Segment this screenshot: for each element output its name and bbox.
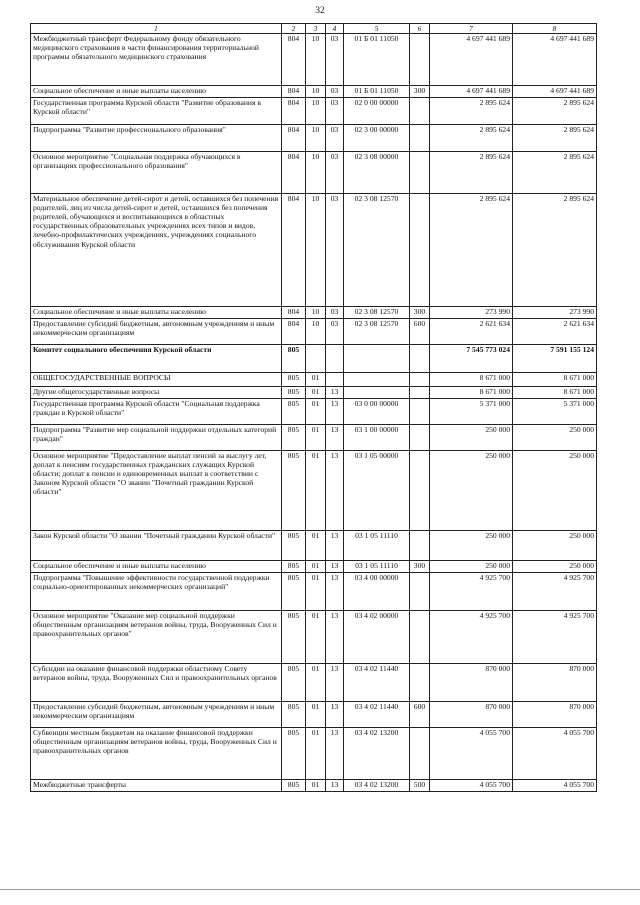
row-section-code: 10 [306,194,326,307]
row-ministry-code: 804 [282,86,306,98]
row-subsection-code: 03 [326,98,344,125]
row-amount-year2: 250 000 [513,531,597,561]
row-target-article: 02 0 00 00000 [344,98,410,125]
row-amount-year1: 5 371 000 [430,399,513,425]
row-ministry-code: 805 [282,611,306,664]
row-section-code: 01 [306,664,326,702]
table-row [31,664,597,702]
row-amount-year2: 2 895 624 [513,152,597,194]
row-amount-year1: 250 000 [430,561,513,573]
row-name: Основное мероприятие "Социальная поддержка обучающихся в организациях профессионального образования" [31,152,282,194]
row-amount-year2: 8 671 000 [513,387,597,399]
table-row [31,387,597,399]
row-ministry-code: 804 [282,98,306,125]
row-expense-type [410,425,430,451]
row-section-code: 10 [306,34,326,86]
row-amount-year1: 4 925 700 [430,573,513,611]
row-ministry-code: 805 [282,531,306,561]
row-amount-year1: 4 925 700 [430,611,513,664]
row-target-article: 03 4 02 11440 [344,664,410,702]
row-expense-type [410,611,430,664]
row-subsection-code: 13 [326,425,344,451]
col-header-7: 7 [430,24,513,34]
row-section-code: 01 [306,373,326,387]
row-section-code: 01 [306,531,326,561]
row-ministry-code: 804 [282,34,306,86]
row-name: Межбюджетный трансферт Федеральному фонду обязательного медицинского страхования в части финансирования территориальной программы обязательного медицинского страхования [31,34,282,86]
row-name: Государственная программа Курской области "Развитие образования в Курской области" [31,98,282,125]
column-header-row [31,24,597,34]
row-amount-year2: 4 697 441 689 [513,86,597,98]
row-subsection-code: 03 [326,152,344,194]
row-expense-type: 600 [410,319,430,345]
table-row [31,425,597,451]
col-header-1: 1 [31,24,282,34]
row-subsection-code: 13 [326,664,344,702]
row-target-article: 03 4 02 00000 [344,611,410,664]
row-ministry-code: 804 [282,125,306,152]
row-target-article: 02 3 08 12570 [344,319,410,345]
table-row [31,319,597,345]
row-subsection-code: 03 [326,319,344,345]
row-ministry-code: 805 [282,373,306,387]
row-name: Закон Курской области "О звании "Почетный гражданин Курской области" [31,531,282,561]
table-row [31,98,597,125]
row-target-article: 02 3 08 00000 [344,152,410,194]
row-ministry-code: 804 [282,194,306,307]
row-name: ОБЩЕГОСУДАРСТВЕННЫЕ ВОПРОСЫ [31,373,282,387]
row-target-article [344,387,410,399]
row-target-article: 01 Б 01 11050 [344,34,410,86]
row-ministry-code: 804 [282,319,306,345]
row-subsection-code: 03 [326,307,344,319]
row-ministry-code: 805 [282,425,306,451]
row-ministry-code: 805 [282,780,306,792]
row-amount-year2: 8 671 000 [513,373,597,387]
row-subsection-code [326,345,344,373]
row-ministry-code: 805 [282,387,306,399]
budget-table [30,23,597,792]
row-expense-type [410,345,430,373]
row-ministry-code: 805 [282,664,306,702]
row-name: Межбюджетные трансферты [31,780,282,792]
row-amount-year1: 250 000 [430,531,513,561]
row-subsection-code: 03 [326,34,344,86]
row-expense-type [410,125,430,152]
col-header-4: 4 [326,24,344,34]
row-amount-year2: 4 697 441 689 [513,34,597,86]
row-amount-year1: 2 895 624 [430,152,513,194]
row-name: Предоставление субсидий бюджетным, автономным учреждениям и иным некоммерческим организациям [31,319,282,345]
row-name: Основное мероприятие "Оказание мер социальной поддержки общественным организациям ветеранов войны, труда, Вооруженных Сил и правоохранительных органов" [31,611,282,664]
table-row [31,345,597,373]
row-amount-year2: 2 895 624 [513,194,597,307]
row-name: Социальное обеспечение и иные выплаты населению [31,307,282,319]
row-amount-year1: 4 055 700 [430,728,513,780]
row-section-code: 01 [306,451,326,531]
row-amount-year1: 7 545 773 024 [430,345,513,373]
row-subsection-code: 13 [326,611,344,664]
row-expense-type [410,373,430,387]
table-row [31,86,597,98]
table-row [31,399,597,425]
table-row [31,780,597,792]
row-amount-year2: 2 895 624 [513,125,597,152]
row-ministry-code: 804 [282,152,306,194]
row-amount-year1: 2 895 624 [430,125,513,152]
row-subsection-code: 13 [326,531,344,561]
row-amount-year2: 250 000 [513,561,597,573]
row-ministry-code: 805 [282,702,306,728]
table-row [31,34,597,86]
row-target-article: 03 4 02 11440 [344,702,410,728]
row-expense-type [410,728,430,780]
row-amount-year2: 4 055 700 [513,780,597,792]
row-section-code: 01 [306,780,326,792]
table-row [31,702,597,728]
row-amount-year1: 4 055 700 [430,780,513,792]
row-amount-year2: 4 925 700 [513,573,597,611]
col-header-6: 6 [410,24,430,34]
row-name: Подпрограмма "Развитие мер социальной поддержки отдельных категорий граждан" [31,425,282,451]
row-amount-year1: 870 000 [430,664,513,702]
row-ministry-code: 805 [282,728,306,780]
row-amount-year2: 2 621 634 [513,319,597,345]
row-name: Комитет социального обеспечения Курской области [31,345,282,373]
row-ministry-code: 805 [282,573,306,611]
row-amount-year2: 4 925 700 [513,611,597,664]
col-header-3: 3 [306,24,326,34]
row-target-article: 03 1 05 11110 [344,561,410,573]
row-subsection-code: 13 [326,387,344,399]
row-name: Подпрограмма "Повышение эффективности государственной поддержки социально-ориентированных некоммерческих организаций" [31,573,282,611]
row-subsection-code: 13 [326,399,344,425]
row-expense-type [410,573,430,611]
page-number: 32 [315,6,325,16]
row-expense-type: 300 [410,86,430,98]
table-row [31,728,597,780]
row-expense-type [410,451,430,531]
row-name: Социальное обеспечение и иные выплаты населению [31,561,282,573]
row-subsection-code: 03 [326,125,344,152]
row-section-code: 01 [306,425,326,451]
row-amount-year2: 250 000 [513,425,597,451]
row-ministry-code: 805 [282,561,306,573]
row-target-article: 02 3 08 12570 [344,194,410,307]
table-row [31,611,597,664]
row-expense-type: 500 [410,780,430,792]
row-name: Основное мероприятие "Предоставление выплат пенсий за выслугу лет, доплат к пенсиям государственных гражданских служащих Курской области; доплат к пенсии и единовременных выплат в соответствии с Законом Курской области "О звании "Почетный гражданин Курской области" [31,451,282,531]
row-subsection-code: 13 [326,561,344,573]
row-expense-type [410,152,430,194]
row-ministry-code: 805 [282,451,306,531]
row-amount-year1: 8 671 000 [430,387,513,399]
row-name: Подпрограмма "Развитие профессионального образования" [31,125,282,152]
table-row [31,194,597,307]
row-section-code: 10 [306,86,326,98]
row-section-code: 01 [306,399,326,425]
table-row [31,373,597,387]
row-expense-type [410,664,430,702]
row-name: Другие общегосударственные вопросы [31,387,282,399]
col-header-8: 8 [513,24,597,34]
row-amount-year1: 2 621 634 [430,319,513,345]
row-section-code: 01 [306,561,326,573]
row-section-code: 01 [306,573,326,611]
row-expense-type [410,531,430,561]
row-target-article: 03 4 02 13200 [344,728,410,780]
row-amount-year2: 5 371 000 [513,399,597,425]
row-amount-year1: 8 671 000 [430,373,513,387]
table-row [31,531,597,561]
table-row [31,307,597,319]
row-section-code: 10 [306,125,326,152]
row-target-article: 03 1 00 00000 [344,425,410,451]
row-section-code: 01 [306,702,326,728]
row-amount-year1: 250 000 [430,425,513,451]
col-header-2: 2 [282,24,306,34]
row-name: Предоставление субсидий бюджетным, автономным учреждениям и иным некоммерческим организациям [31,702,282,728]
row-expense-type: 600 [410,702,430,728]
row-target-article: 02 3 08 12570 [344,307,410,319]
row-target-article: 03 0 00 00000 [344,399,410,425]
row-section-code: 01 [306,728,326,780]
row-subsection-code: 03 [326,194,344,307]
row-amount-year1: 250 000 [430,451,513,531]
row-target-article [344,373,410,387]
row-expense-type [410,399,430,425]
row-ministry-code: 805 [282,399,306,425]
row-amount-year2: 273 990 [513,307,597,319]
row-section-code: 01 [306,387,326,399]
row-subsection-code [326,373,344,387]
row-name: Социальное обеспечение и иные выплаты населению [31,86,282,98]
row-subsection-code: 13 [326,780,344,792]
table-row [31,573,597,611]
row-target-article [344,345,410,373]
row-amount-year1: 4 697 441 689 [430,34,513,86]
row-amount-year2: 870 000 [513,664,597,702]
row-section-code: 10 [306,319,326,345]
row-ministry-code: 805 [282,345,306,373]
row-amount-year1: 4 697 441 689 [430,86,513,98]
row-subsection-code: 13 [326,702,344,728]
row-name: Субсидии на оказание финансовой поддержки областному Совету ветеранов войны, труда, Вооруженных Сил и правоохранительных органов [31,664,282,702]
table-row [31,125,597,152]
row-expense-type [410,194,430,307]
row-ministry-code: 804 [282,307,306,319]
table-row [31,152,597,194]
row-section-code: 10 [306,152,326,194]
row-amount-year2: 4 055 700 [513,728,597,780]
row-target-article: 02 3 00 00000 [344,125,410,152]
row-name: Государственная программа Курской области "Социальная поддержка граждан в Курской области" [31,399,282,425]
row-target-article: 03 1 05 00000 [344,451,410,531]
row-amount-year2: 870 000 [513,702,597,728]
page-bottom-edge [0,889,640,890]
row-subsection-code: 13 [326,451,344,531]
row-subsection-code: 13 [326,573,344,611]
row-amount-year2: 250 000 [513,451,597,531]
row-expense-type [410,98,430,125]
row-amount-year1: 273 990 [430,307,513,319]
row-expense-type [410,387,430,399]
row-expense-type: 300 [410,307,430,319]
row-section-code [306,345,326,373]
row-expense-type [410,34,430,86]
row-section-code: 01 [306,611,326,664]
col-header-5: 5 [344,24,410,34]
table-row [31,451,597,531]
row-expense-type: 300 [410,561,430,573]
row-name: Материальное обеспечение детей-сирот и детей, оставшихся без попечения родителей, лиц из числа детей-сирот и детей, оставшихся без попечения родителей, обучающихся и воспитывающихся в областных государственных образовательных учреждениях всех типов и видов, лечебно-профилактических учреждениях, учреждениях социального обслуживания Курской области [31,194,282,307]
row-target-article: 03 4 02 13200 [344,780,410,792]
row-subsection-code: 03 [326,86,344,98]
row-name: Субвенции местным бюджетам на оказание финансовой поддержки общественным организациям ветеранов войны, труда, Вооруженных Сил и правоохранительных органов [31,728,282,780]
row-amount-year2: 2 895 624 [513,98,597,125]
row-target-article: 03 4 00 00000 [344,573,410,611]
row-target-article: 03 1 05 11110 [344,531,410,561]
row-section-code: 10 [306,98,326,125]
row-amount-year2: 7 591 155 124 [513,345,597,373]
row-amount-year1: 2 895 624 [430,194,513,307]
table-row [31,561,597,573]
row-amount-year1: 870 000 [430,702,513,728]
row-target-article: 01 Б 01 11050 [344,86,410,98]
row-subsection-code: 13 [326,728,344,780]
row-section-code: 10 [306,307,326,319]
row-amount-year1: 2 895 624 [430,98,513,125]
